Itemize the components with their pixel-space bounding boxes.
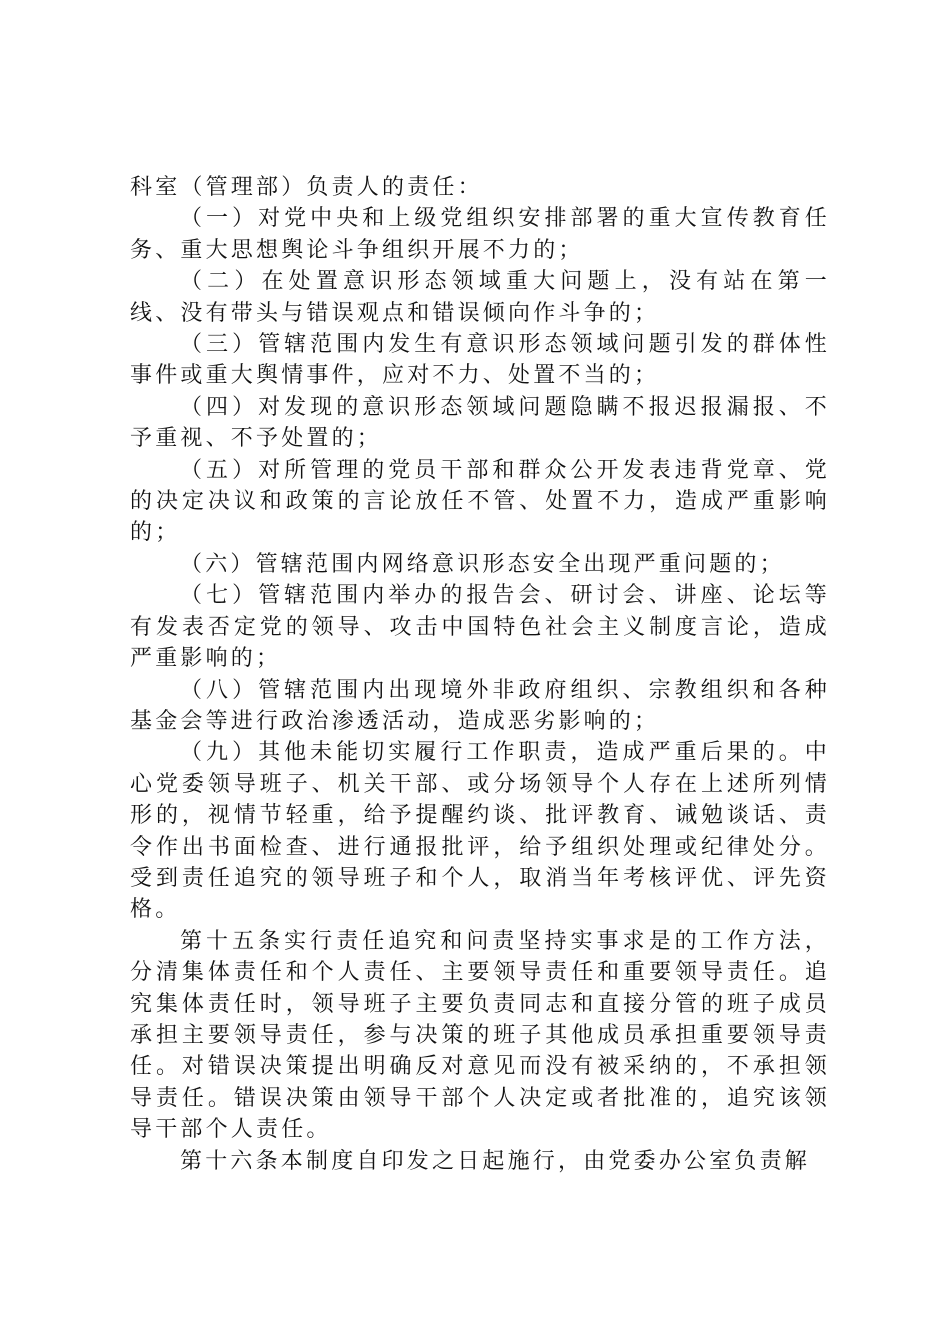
paragraph-6: （六）管辖范围内网络意识形态安全出现严重问题的； bbox=[180, 551, 785, 577]
paragraph-2: （二）在处置意识形态领域重大问题上，没有站在第一线、没有带头与错误观点和错误倾向作斗争的； bbox=[130, 269, 830, 326]
paragraph-3: （三）管辖范围内发生有意识形态领域问题引发的群体性事件或重大舆情事件，应对不力、处置不当的； bbox=[130, 332, 830, 389]
paragraph-11: 第十六条本制度自印发之日起施行，由党委办公室负责解 bbox=[180, 1148, 811, 1174]
paragraph-5: （五）对所管理的党员干部和群众公开发表违背党章、党的决定决议和政策的言论放任不管、处置不力，造成严重影响的； bbox=[130, 457, 830, 546]
paragraph-7: （七）管辖范围内举办的报告会、研讨会、讲座、论坛等有发表否定党的领导、攻击中国特色社会主义制度言论，造成严重影响的； bbox=[130, 583, 830, 672]
document-body bbox=[130, 172, 830, 1177]
paragraph-9: （九）其他未能切实履行工作职责，造成严重后果的。中心党委领导班子、机关干部、或分场领导个人存在上述所列情形的，视情节轻重，给予提醒约谈、批评教育、诫勉谈话、责令作出书面检查、进行通报批评，给予组织处理或纪律处分。受到责任追究的领导班子和个人，取消当年考核评优、评先资格。 bbox=[130, 740, 830, 923]
paragraph-0: 科室（管理部）负责人的责任： bbox=[130, 175, 483, 200]
paragraph-8: （八）管辖范围内出现境外非政府组织、宗教组织和各种基金会等进行政治渗透活动，造成恶劣影响的； bbox=[130, 677, 830, 734]
paragraph-4: （四）对发现的意识形态领域问题隐瞒不报迟报漏报、不予重视、不予处置的； bbox=[130, 394, 830, 452]
paragraph-10: 第十五条实行责任追究和问责坚持实事求是的工作方法，分清集体责任和个人责任、主要领导责任和重要领导责任。追究集体责任时，领导班子主要负责同志和直接分管的班子成员承担主要领导责任，参与决策的班子其他成员承担重要领导责任。对错误决策提出明确反对意见而没有被采纳的，不承担领导责任。错误决策由领导干部个人决定或者批准的，追究该领导干部个人责任。 bbox=[130, 928, 830, 1143]
paragraph-1: （一）对党中央和上级党组织安排部署的重大宣传教育任务、重大思想舆论斗争组织开展不力的； bbox=[130, 206, 830, 263]
